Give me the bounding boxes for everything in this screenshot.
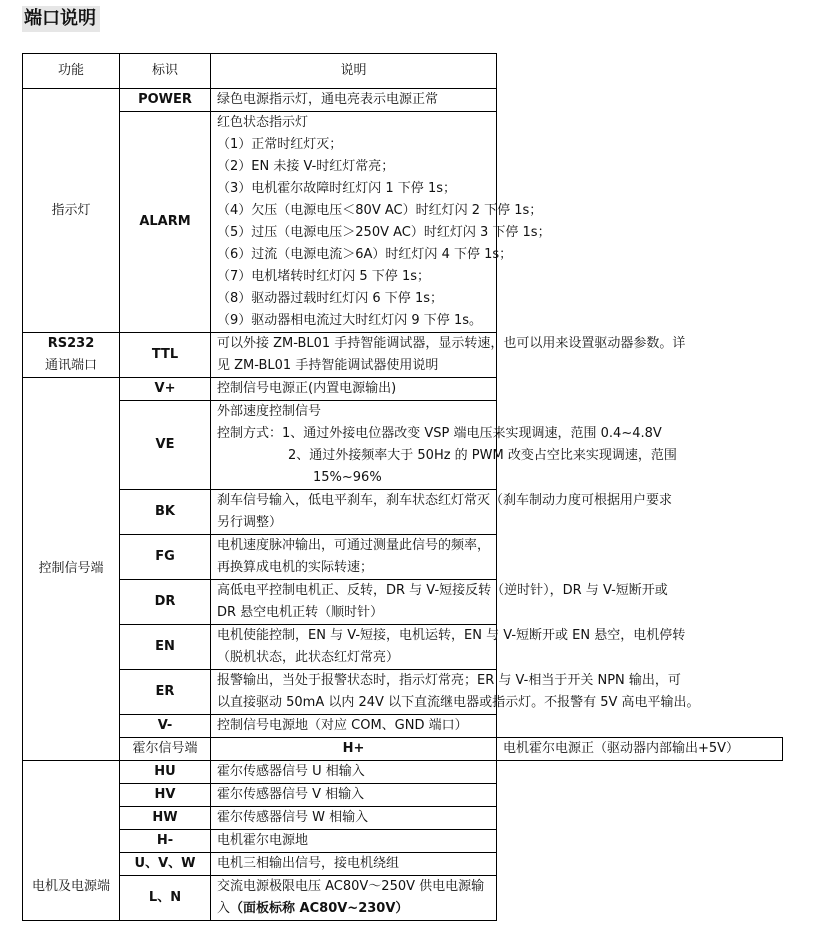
table-row <box>23 738 783 761</box>
alarm-line: （7）电机堵转时红灯闪 5 下停 1s； <box>217 269 430 284</box>
table-row <box>23 535 783 580</box>
port-id-ttl: TTL <box>120 333 211 378</box>
table-row <box>23 490 783 535</box>
table-row <box>23 715 783 738</box>
table-row <box>23 761 783 784</box>
port-desc-er <box>211 670 700 715</box>
desc-line: 高低电平控制电机正、反转，DR 与 V-短接反转（逆时针），DR 与 V-短断开或 <box>217 583 668 598</box>
table-row <box>23 89 783 112</box>
table-row <box>23 625 783 670</box>
desc-text: 交流电源极限电压 AC80V～250V 供电电源输入 <box>217 879 485 916</box>
alarm-line: （9）驱动器相电流过大时红灯闪 9 下停 1s。 <box>217 313 482 328</box>
alarm-line: （3）电机霍尔故障时红灯闪 1 下停 1s； <box>217 181 456 196</box>
table-row <box>23 333 783 378</box>
desc-line: 可以外接 ZM-BL01 手持智能调试器，显示转速，也可以用来设置驱动器参数。详 <box>217 336 686 351</box>
desc-line: 15%~96% <box>313 470 382 485</box>
desc-line: 报警输出，当处于报警状态时，指示灯常亮；ER 与 V-相当于开关 NPN 输出，可 <box>217 673 681 688</box>
table-row <box>23 112 783 333</box>
port-id-fg: FG <box>120 535 211 580</box>
header-id: 标识 <box>120 54 211 89</box>
table-row <box>23 670 783 715</box>
port-desc-vplus: 控制信号电源正(内置电源输出) <box>211 378 497 401</box>
port-id-vplus: V+ <box>120 378 211 401</box>
port-desc-hplus: 电机霍尔电源正（驱动器内部输出+5V） <box>497 738 783 761</box>
port-desc-alarm <box>211 112 551 333</box>
port-desc-power: 绿色电源指示灯，通电亮表示电源正常 <box>211 89 497 112</box>
port-id-bk: BK <box>120 490 211 535</box>
header-func: 功能 <box>23 54 120 89</box>
page-title: 端口说明 <box>22 6 100 32</box>
table-row <box>23 853 783 876</box>
port-desc-en <box>211 625 686 670</box>
port-id-hplus: H+ <box>211 738 497 761</box>
alarm-line: （8）驱动器过载时红灯闪 6 下停 1s； <box>217 291 443 306</box>
desc-line: 另行调整） <box>217 515 283 530</box>
group-control: 控制信号端 <box>23 378 120 761</box>
table-row <box>23 580 783 625</box>
group-rs232-line2: 通讯端口 <box>44 358 97 373</box>
table-row <box>23 830 783 853</box>
port-id-vminus: V- <box>120 715 211 738</box>
port-id-hw: HW <box>120 807 211 830</box>
desc-line: DR 悬空电机正转（顺时针） <box>217 605 384 620</box>
alarm-line: （6）过流（电源电流＞6A）时红灯闪 4 下停 1s； <box>217 247 513 262</box>
alarm-line: （2）EN 未接 V-时红灯常亮； <box>217 159 395 174</box>
desc-bold-text: （面板标称 AC80V~230V） <box>230 901 409 916</box>
port-desc-ln <box>211 876 497 921</box>
port-id-uvw: U、V、W <box>120 853 211 876</box>
port-desc-hw: 霍尔传感器信号 W 相输入 <box>211 807 497 830</box>
table-row <box>23 876 783 921</box>
desc-line: 以直接驱动 50mA 以内 24V 以下直流继电器或指示灯。不报警有 5V 高电平输出。 <box>217 695 700 710</box>
port-id-ln: L、N <box>120 876 211 921</box>
table-row <box>23 784 783 807</box>
desc-line: 外部速度控制信号 <box>217 404 322 419</box>
group-rs232-line1: RS232 <box>47 336 95 351</box>
alarm-line: 红色状态指示灯 <box>217 115 309 130</box>
desc-line: （脱机状态，此状态红灯常亮） <box>217 650 400 665</box>
group-hall: 霍尔信号端 <box>120 738 211 761</box>
desc-line: 2、通过外接频率大于 50Hz 的 PWM 改变占空比来实现调速，范围 <box>288 448 677 463</box>
port-desc-fg: 电机速度脉冲输出，可通过测量此信号的频率，再换算成电机的实际转速； <box>211 535 497 580</box>
port-id-er: ER <box>120 670 211 715</box>
port-table <box>22 53 783 921</box>
port-id-en: EN <box>120 625 211 670</box>
port-id-ve: VE <box>120 401 211 490</box>
port-desc-uvw: 电机三相输出信号，接电机绕组 <box>211 853 497 876</box>
header-desc: 说明 <box>211 54 497 89</box>
desc-line: 见 ZM-BL01 手持智能调试器使用说明 <box>217 358 439 373</box>
table-row <box>23 378 783 401</box>
port-id-power: POWER <box>120 89 211 112</box>
desc-line: 电机使能控制，EN 与 V-短接，电机运转，EN 与 V-短断开或 EN 悬空，电机停转 <box>217 628 686 643</box>
port-desc-hv: 霍尔传感器信号 V 相输入 <box>211 784 497 807</box>
port-id-dr: DR <box>120 580 211 625</box>
group-motor-power-label: 电机及电源端 <box>31 879 110 894</box>
port-desc-ve <box>211 401 677 490</box>
port-desc-hu: 霍尔传感器信号 U 相输入 <box>211 761 497 784</box>
table-row <box>23 401 783 490</box>
header-row <box>23 54 783 89</box>
port-id-alarm: ALARM <box>120 112 211 333</box>
group-motor-power <box>23 761 120 921</box>
group-rs232 <box>23 333 120 378</box>
table-row <box>23 807 783 830</box>
port-desc-bk <box>211 490 673 535</box>
alarm-line: （5）过压（电源电压＞250V AC）时红灯闪 3 下停 1s； <box>217 225 551 240</box>
port-id-hu: HU <box>120 761 211 784</box>
port-desc-hminus: 电机霍尔电源地 <box>211 830 497 853</box>
desc-line: 控制方式：1、通过外接电位器改变 VSP 端电压来实现调速，范围 0.4~4.8V <box>217 426 662 441</box>
port-id-hv: HV <box>120 784 211 807</box>
port-desc-vminus: 控制信号电源地（对应 COM、GND 端口） <box>211 715 497 738</box>
port-desc-dr <box>211 580 668 625</box>
port-id-hminus: H- <box>120 830 211 853</box>
group-indicator: 指示灯 <box>23 89 120 333</box>
desc-line: 刹车信号输入，低电平刹车，刹车状态红灯常灭（刹车制动力度可根据用户要求 <box>217 493 673 508</box>
alarm-line: （4）欠压（电源电压＜80V AC）时红灯闪 2 下停 1s； <box>217 203 543 218</box>
alarm-line: （1）正常时红灯灭； <box>217 137 343 152</box>
port-desc-ttl <box>211 333 686 378</box>
